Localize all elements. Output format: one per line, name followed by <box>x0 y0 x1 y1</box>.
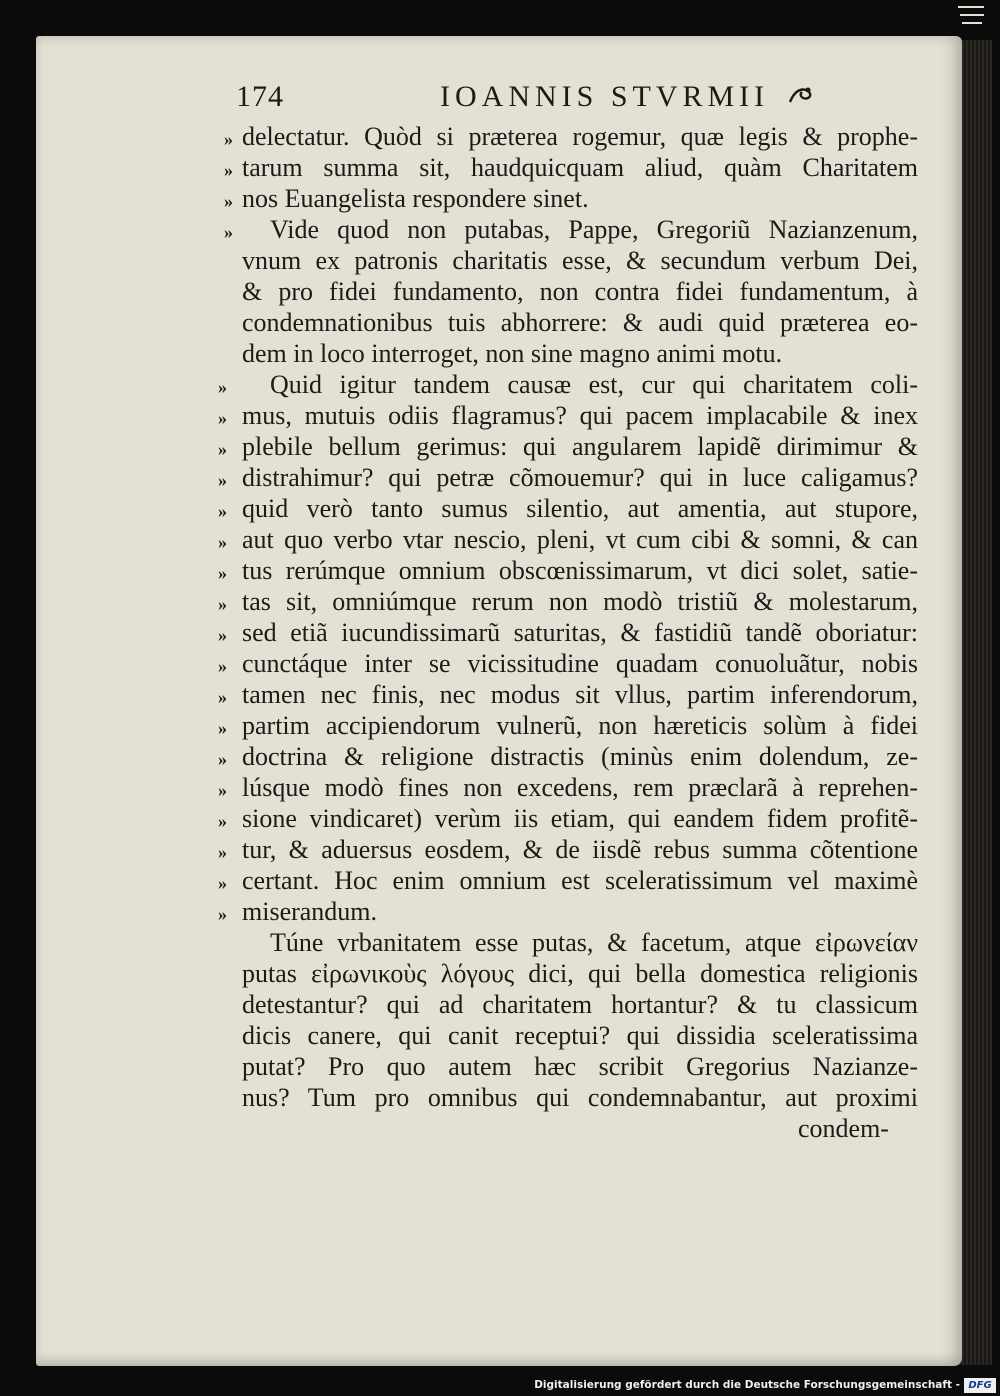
text-line: dicis canere, qui canit receptui? qui dissidia sceleratissima <box>242 1021 918 1050</box>
quote-mark: » <box>218 780 227 800</box>
text-line: tus rerúmque omnium obscœnissimarum, vt dici solet, satie- <box>242 556 918 585</box>
quote-mark: » <box>224 129 233 149</box>
quote-mark: » <box>218 749 227 769</box>
text-line: nus? Tum pro omnibus qui condemnabantur, aut proximi <box>242 1083 918 1112</box>
text-line: & pro fidei fundamento, non contra fidei fundamentum, à <box>242 277 918 306</box>
quote-mark: » <box>218 904 227 924</box>
quote-mark: » <box>218 842 227 862</box>
quote-mark: » <box>218 811 227 831</box>
quote-mark: » <box>218 873 227 893</box>
text-line: tas sit, omniúmque rerum non modò tristiũ & molestarum, <box>242 587 918 616</box>
digitization-notice: Digitalisierung gefördert durch die Deutsche Forschungsgemeinschaft - <box>534 1379 960 1391</box>
quote-mark: » <box>224 191 233 211</box>
text-line: tarum summa sit, haudquicquam aliud, quàm Charitatem <box>242 153 918 182</box>
text-line: tamen nec finis, nec modus sit vllus, partim inferendorum, <box>242 680 918 709</box>
text-line: Vide quod non putabas, Pappe, Gregoriũ Nazianzenum, <box>270 215 918 244</box>
quote-mark: » <box>218 718 227 738</box>
text-line: putas εἰρωνικοὺς λόγους dici, qui bella domestica religionis <box>242 959 918 988</box>
text-line: plebile bellum gerimus: qui angularem lapidẽ dirimimur & <box>242 432 918 461</box>
text-line: Túne vrbanitatem esse putas, & facetum, atque εἰρωνείαν <box>270 928 918 957</box>
quote-mark: » <box>218 563 227 583</box>
text-line: delectatur. Quòd si præterea rogemur, quæ legis & prophe- <box>242 122 918 151</box>
text-line: lúsque modò fines non excedens, rem præclarã à reprehen- <box>242 773 918 802</box>
quote-mark: » <box>218 408 227 428</box>
text-line: mus, mutuis odiis flagramus? qui pacem implacabile & inex <box>242 401 918 430</box>
text-line: detestantur? qui ad charitatem hortantur? & tu classicum <box>242 990 918 1019</box>
text-line: cunctáque inter se vicissitudine quadam conuoluãtur, nobis <box>242 649 918 678</box>
quote-mark: » <box>224 222 233 242</box>
quote-mark: » <box>218 687 227 707</box>
quote-mark: » <box>218 656 227 676</box>
quote-mark: » <box>218 532 227 552</box>
text-line: Quid igitur tandem causæ est, cur qui charitatem coli- <box>270 370 918 399</box>
text-line: condemnationibus tuis abhorrere: & audi quid præterea eo- <box>242 308 918 337</box>
text-line: nos Euangelista respondere sinet. <box>242 184 589 213</box>
text-line: quid verò tanto sumus silentio, aut amentia, aut stupore, <box>242 494 918 523</box>
quote-mark: » <box>218 470 227 490</box>
text-line: putat? Pro quo autem hæc scribit Gregorius Nazianze- <box>242 1052 918 1081</box>
quote-mark: » <box>224 160 233 180</box>
text-line: distrahimur? qui petræ cõmouemur? qui in luce caligamus? <box>242 463 918 492</box>
text-line: vnum ex patronis charitatis esse, & secundum verbum Dei, <box>242 246 918 275</box>
text-line: doctrina & religione distractis (minùs enim dolendum, ze- <box>242 742 918 771</box>
text-line: sione vindicaret) verùm iis etiam, qui eandem fidem profitẽ- <box>242 804 918 833</box>
running-title: IOANNIS STVRMII <box>440 80 770 113</box>
quote-mark: » <box>218 501 227 521</box>
text-line: aut quo verbo vtar nescio, pleni, vt cum cibi & somni, & can <box>242 525 918 554</box>
dfg-logo: DFG <box>964 1378 996 1393</box>
quote-mark: » <box>218 377 227 397</box>
page-number: 174 <box>236 80 284 113</box>
catchword: condem- <box>798 1114 889 1143</box>
text-line: miserandum. <box>242 897 378 926</box>
quote-mark: » <box>218 439 227 459</box>
quote-mark: » <box>218 594 227 614</box>
quote-mark: » <box>218 625 227 645</box>
text-line: tur, & aduersus eosdem, & de iisdẽ rebus summa cõtentione <box>242 835 918 864</box>
text-line: certant. Hoc enim omnium est sceleratissimum vel maximè <box>242 866 918 895</box>
text-line: partim accipiendorum vulnerũ, non hæreticis solùm à fidei <box>242 711 918 740</box>
text-line: sed etiã iucundissimarũ saturitas, & fastidiũ tandẽ oboriatur: <box>242 618 918 647</box>
text-line: dem in loco interroget, non sine magno animi motu. <box>242 339 783 368</box>
